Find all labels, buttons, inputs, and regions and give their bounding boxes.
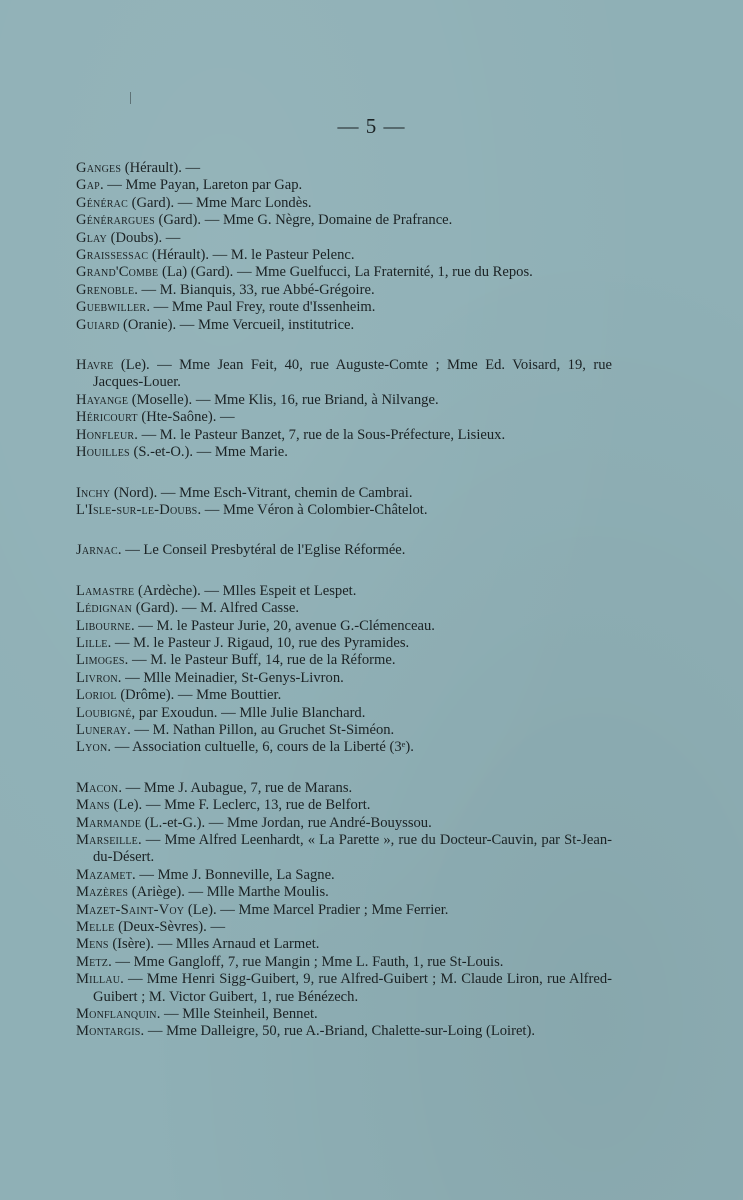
- entry-details: (Hte-Saône). —: [137, 409, 235, 426]
- entry-details: . — M. Nathan Pillon, au Gruchet St-Siméon.: [127, 721, 395, 738]
- town-name: Melle: [76, 919, 115, 936]
- directory-entry: [76, 652, 612, 669]
- directory-entry: [76, 780, 612, 797]
- entry-details: (Gard). — Mme Marc Londès.: [127, 194, 312, 211]
- directory-entry: [76, 357, 612, 392]
- directory-entry: [76, 583, 612, 600]
- directory-entry: [76, 670, 612, 687]
- entry-details: (Oranie). — Mme Vercueil, institutrice.: [119, 316, 355, 333]
- town-name: Générac: [76, 194, 128, 211]
- town-name: Grand'Combe: [76, 264, 159, 281]
- entry-details: . — Mme Véron à Colombier-Châtelot.: [197, 501, 428, 518]
- directory-entry: [76, 797, 612, 814]
- entry-details: . — M. le Pasteur Banzet, 7, rue de la Sous-Préfecture, Lisieux.: [134, 426, 506, 443]
- directory-entry: [76, 1023, 612, 1040]
- town-name: Marmande: [76, 814, 142, 831]
- town-name: Grenoble: [76, 281, 135, 298]
- entry-details: . — Mlle Meinadier, St-Genys-Livron.: [117, 669, 344, 686]
- town-name: Montargis: [76, 1023, 141, 1040]
- town-name: Honfleur: [76, 426, 135, 443]
- directory-entry: [76, 884, 612, 901]
- directory-entry: [76, 600, 612, 617]
- directory-entry: [76, 867, 612, 884]
- entry-details: . — M. le Pasteur J. Rigaud, 10, rue des Pyramides.: [107, 634, 410, 651]
- town-name: Limoges: [76, 652, 125, 669]
- town-name: Livron: [76, 669, 118, 686]
- town-name: Loriol: [76, 687, 117, 704]
- directory-entry: [76, 427, 612, 444]
- entry-details: (S.-et-O.). — Mme Marie.: [129, 444, 288, 461]
- directory-entry: [76, 971, 612, 1006]
- directory-entry: [76, 705, 612, 722]
- entry-details: (Drôme). — Mme Bouttier.: [116, 687, 282, 704]
- pencil-mark: [130, 92, 131, 104]
- entry-details: . — Association cultuelle, 6, cours de la Liberté (3ᵉ).: [107, 739, 414, 756]
- directory-entry: [76, 282, 612, 299]
- directory-entry: [76, 542, 612, 559]
- entry-details: (Le). — Mme Jean Feit, 40, rue Auguste-Comte ; Mme Ed. Voisard, 19, rue Jacques-Louer.: [93, 357, 612, 391]
- directory-entry: [76, 832, 612, 867]
- directory-entry: [76, 919, 612, 936]
- entry-details: . — Le Conseil Presbytéral de l'Eglise Réformée.: [117, 542, 406, 559]
- town-name: Millau: [76, 971, 121, 988]
- directory-entry: [76, 485, 612, 502]
- directory-entry: [76, 635, 612, 652]
- entry-details: (La) (Gard). — Mme Guelfucci, La Fraternité, 1, rue du Repos.: [158, 264, 533, 281]
- directory-entry: [76, 230, 612, 247]
- directory-entry: [76, 212, 612, 229]
- town-name: Luneray: [76, 721, 128, 738]
- entry-details: (Nord). — Mme Esch-Vitrant, chemin de Cambrai.: [110, 484, 413, 501]
- directory-entry: [76, 317, 612, 334]
- directory-entry: [76, 299, 612, 316]
- directory-entry: [76, 392, 612, 409]
- directory-entry: [76, 815, 612, 832]
- town-name: Hayange: [76, 391, 129, 408]
- entry-details: (Ardèche). — Mlles Espeit et Lespet.: [134, 582, 357, 599]
- directory-entry: [76, 936, 612, 953]
- entry-details: . — Mme Henri Sigg-Guibert, 9, rue Alfred-Guibert ; M. Claude Liron, rue Alfred-Guibert ; M. Victor Guibert, 1, rue Bénézech.: [93, 971, 612, 1005]
- town-name: Glay: [76, 229, 107, 246]
- entry-group: [76, 160, 612, 334]
- entry-details: . — Mme Alfred Leenhardt, « La Parette », rue du Docteur-Cauvin, par St-Jean-du-Désert.: [93, 832, 612, 866]
- directory-entry: [76, 1006, 612, 1023]
- page-number: — 5 —: [337, 114, 406, 138]
- town-name: Macon: [76, 779, 119, 796]
- entry-details: (Deux-Sèvres). —: [114, 919, 226, 936]
- town-name: Lyon: [76, 739, 108, 756]
- town-name: Générargues: [76, 212, 155, 229]
- town-name: Libourne: [76, 617, 131, 634]
- entry-group: [76, 780, 612, 1041]
- entry-details: (Doubs). —: [106, 229, 181, 246]
- directory-entry: [76, 444, 612, 461]
- town-name: L'Isle-sur-le-Doubs: [76, 501, 198, 518]
- entry-group: [76, 357, 612, 461]
- entry-details: . — Mme J. Bonneville, La Sagne.: [132, 866, 335, 883]
- town-name: Mazères: [76, 884, 129, 901]
- entry-details: (Ariège). — Mlle Marthe Moulis.: [128, 884, 329, 901]
- town-name: Lamastre: [76, 582, 135, 599]
- town-name: Guebwiller: [76, 299, 147, 316]
- entry-details: (Hérault). — M. le Pasteur Pelenc.: [148, 247, 355, 264]
- directory-entry: [76, 722, 612, 739]
- entry-details: . — Mlle Steinheil, Bennet.: [156, 1006, 318, 1023]
- town-name: Metz: [76, 953, 109, 970]
- town-name: Héricourt: [76, 409, 138, 426]
- directory-entry: [76, 502, 612, 519]
- town-name: Mans: [76, 797, 110, 814]
- town-name: Lille: [76, 634, 108, 651]
- town-name: Ganges: [76, 160, 122, 176]
- entry-details: . — Mme Paul Frey, route d'Issenheim.: [146, 299, 376, 316]
- directory-entry: [76, 902, 612, 919]
- directory-entry: [76, 954, 612, 971]
- town-name: Lédignan: [76, 600, 133, 617]
- town-name: Mens: [76, 936, 109, 953]
- entry-details: . — Mme Gangloff, 7, rue Mangin ; Mme L. Fauth, 1, rue St-Louis.: [108, 953, 504, 970]
- directory-entry: [76, 409, 612, 426]
- town-name: Loubigné: [76, 704, 132, 721]
- entry-details: (Le). — Mme F. Leclerc, 13, rue de Belfort.: [109, 797, 371, 814]
- town-name: Gap: [76, 177, 100, 194]
- directory-entry: [76, 687, 612, 704]
- town-name: Mazet-Saint-Voy: [76, 901, 185, 918]
- town-name: Jarnac: [76, 542, 118, 559]
- entry-details: (L.-et-G.). — Mme Jordan, rue André-Bouyssou.: [141, 814, 432, 831]
- entry-details: (Moselle). — Mme Klis, 16, rue Briand, à Nilvange.: [128, 391, 439, 408]
- entry-details: . — M. le Pasteur Jurie, 20, avenue G.-Clémenceau.: [130, 617, 435, 634]
- directory-entry: [76, 177, 612, 194]
- entry-details: (Gard). — Mme G. Nègre, Domaine de Prafrance.: [154, 212, 453, 229]
- entry-details: . — Mme J. Aubague, 7, rue de Marans.: [118, 779, 353, 796]
- town-name: Mazamet: [76, 866, 133, 883]
- directory-entry: [76, 618, 612, 635]
- directory-entry: [76, 195, 612, 212]
- town-name: Inchy: [76, 484, 111, 501]
- town-name: Marseille: [76, 832, 138, 848]
- entry-group: [76, 542, 612, 559]
- entry-details: (Le). — Mme Marcel Pradier ; Mme Ferrier.: [184, 901, 449, 918]
- entry-group: [76, 583, 612, 757]
- directory-entry: [76, 247, 612, 264]
- town-name: Graissessac: [76, 247, 149, 264]
- entry-details: (Isère). — Mlles Arnaud et Larmet.: [108, 936, 320, 953]
- directory-listing: [76, 160, 612, 1064]
- entry-group: [76, 485, 612, 520]
- town-name: Houilles: [76, 444, 130, 461]
- entry-details: (Hérault). —: [121, 160, 201, 176]
- entry-details: . — Mme Dalleigre, 50, rue A.-Briand, Chalette-sur-Loing (Loiret).: [140, 1023, 535, 1040]
- town-name: Havre: [76, 357, 114, 374]
- entry-details: (Gard). — M. Alfred Casse.: [132, 600, 300, 617]
- entry-details: , par Exoudun. — Mlle Julie Blanchard.: [131, 704, 366, 721]
- town-name: Monflanquin: [76, 1006, 157, 1023]
- directory-entry: [76, 739, 612, 756]
- entry-details: . — Mme Payan, Lareton par Gap.: [99, 177, 303, 194]
- entry-details: . — M. Bianquis, 33, rue Abbé-Grégoire.: [134, 281, 375, 298]
- town-name: Guiard: [76, 316, 120, 333]
- directory-entry: [76, 160, 612, 177]
- directory-entry: [76, 264, 612, 281]
- entry-details: . — M. le Pasteur Buff, 14, rue de la Réforme.: [124, 652, 396, 669]
